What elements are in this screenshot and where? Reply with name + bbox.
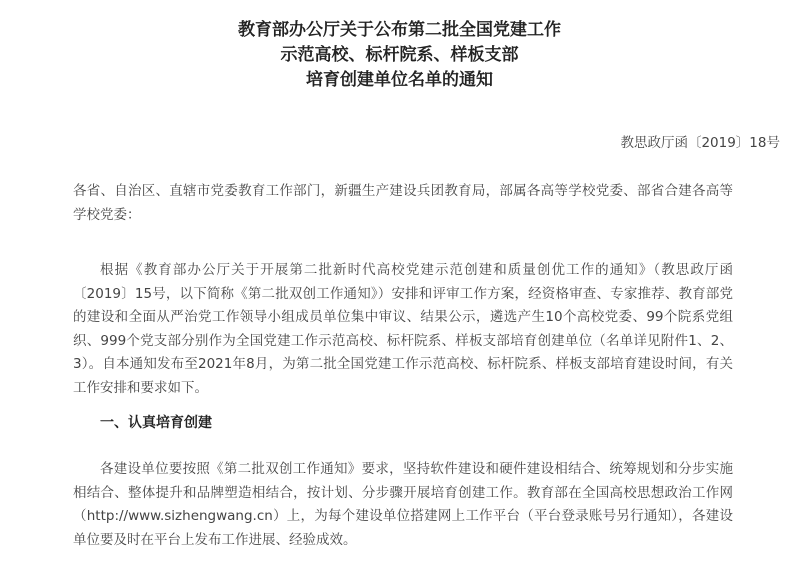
section-heading-1: 一、认真培育创建 bbox=[100, 415, 212, 431]
document-reference-number: 教思政厅函〔2019〕18号 bbox=[620, 135, 780, 151]
title-line-2: 示范高校、标杆院系、样板支部 bbox=[280, 45, 519, 65]
title-line-1: 教育部办公厅关于公布第二批全国党建工作 bbox=[238, 20, 561, 40]
paragraph-intro: 根据《教育部办公厅关于开展第二批新时代高校党建示范创建和质量创优工作的通知》（教思政厅函〔2019〕15号，以下简称《第二批双创工作通知》）安排和评审工作方案，经资格审查、专家推荐、教育部党的建设和全面从严治党工作领导小组成员单位集中审议、结果公示，遴选产生10个高校党委、99个院系党组织、999个党支部分别作为全国党建工作示范高校、标杆院系、样板支部培育创建单位（名单详见附件1、2、3）。自本通知发布至2021年8月，为第二批全国党建工作示范高校、标杆院系、样板支部培育建设时间，有关工作安排和要求如下。 bbox=[73, 262, 733, 396]
title-line-3: 培育创建单位名单的通知 bbox=[306, 70, 493, 90]
paragraph-section-1: 各建设单位要按照《第二批双创工作通知》要求，坚持软件建设和硬件建设相结合、统筹规划和分步实施相结合、整体提升和品牌塑造相结合，按计划、分步骤开展培育创建工作。教育部在全国高校思想政治工作网（http://www.sizhengwang.cn）上，为每个建设单位搭建网上工作平台（平台登录账号另行通知），各建设单位要及时在平台上发布工作进展、经验成效。 bbox=[73, 461, 733, 548]
salutation: 各省、自治区、直辖市党委教育工作部门，新疆生产建设兵团教育局，部属各高等学校党委、部省合建各高等学校党委： bbox=[73, 183, 733, 223]
document-title bbox=[0, 18, 799, 93]
